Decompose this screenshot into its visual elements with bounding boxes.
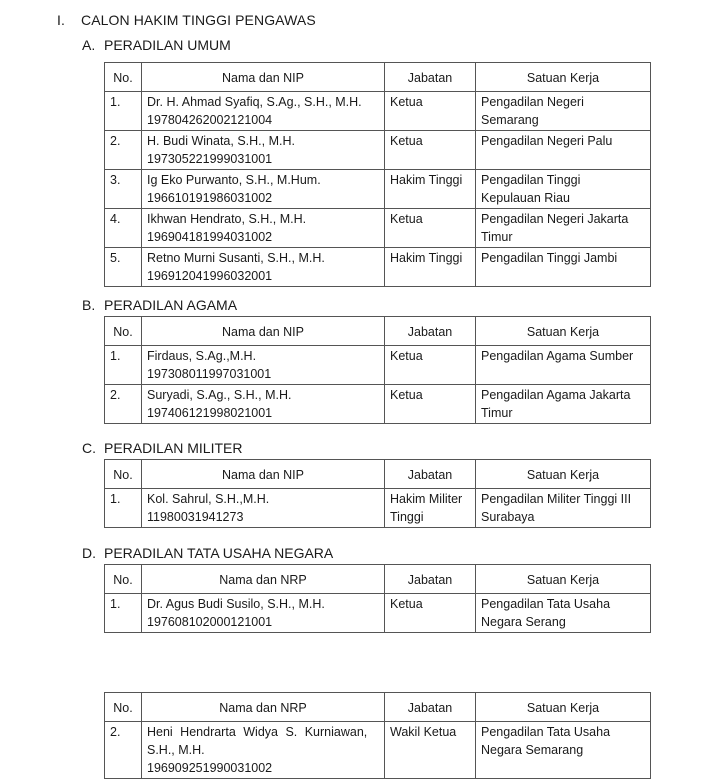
satuan-text: Pengadilan Agama Sumber: [481, 349, 634, 363]
satuan-text: Pengadilan Negeri Jakarta: [481, 212, 629, 226]
person-id: 197305221999031001: [147, 152, 273, 166]
jabatan-text: Ketua: [390, 388, 423, 402]
person-id: 197406121998021001: [147, 406, 273, 420]
person-id: 196904181994031002: [147, 230, 273, 244]
satuan-text: Semarang: [481, 113, 539, 127]
person-name: S.H., M.H.: [147, 743, 205, 757]
group-heading-militer: [82, 440, 242, 456]
header-no: No.: [105, 693, 142, 722]
satuan-text: Pengadilan Militer Tinggi III: [481, 492, 632, 506]
table-row: [105, 385, 651, 424]
group-letter: B.: [82, 297, 96, 313]
cell-satuan: [476, 170, 651, 209]
header-satuan: Satuan Kerja: [476, 317, 651, 346]
person-name: Dr. Agus Budi Susilo, S.H., M.H.: [147, 597, 325, 611]
header-no: No.: [105, 63, 142, 92]
table-row: [105, 489, 651, 528]
group-heading-agama: [82, 297, 237, 313]
jabatan-text: Ketua: [390, 597, 423, 611]
cell-no: 2.: [105, 131, 142, 170]
header-jabatan: Jabatan: [385, 460, 476, 489]
header-jabatan: Jabatan: [385, 565, 476, 594]
group-letter: C.: [82, 440, 96, 456]
table-row: [105, 346, 651, 385]
satuan-text: Negara Semarang: [481, 743, 584, 757]
cell-satuan: [476, 346, 651, 385]
person-name: Ig Eko Purwanto, S.H., M.Hum.: [147, 173, 321, 187]
table-peradilan-umum: [104, 62, 651, 287]
person-name: H. Budi Winata, S.H., M.H.: [147, 134, 295, 148]
table-row: [105, 92, 651, 131]
satuan-text: Pengadilan Negeri Palu: [481, 134, 613, 148]
table-row: [105, 209, 651, 248]
person-id: 196909251990031002: [147, 761, 273, 775]
jabatan-text: Wakil Ketua: [390, 725, 457, 739]
jabatan-text: Tinggi: [390, 510, 424, 524]
cell-name: [142, 209, 385, 248]
person-name: Kol. Sahrul, S.H.,M.H.: [147, 492, 270, 506]
jabatan-text: Hakim Tinggi: [390, 173, 463, 187]
satuan-text: Timur: [481, 230, 513, 244]
group-letter: D.: [82, 545, 96, 561]
group-letter: A.: [82, 37, 96, 53]
table-header-row: [105, 565, 651, 594]
cell-jabatan: [385, 209, 476, 248]
cell-name: [142, 92, 385, 131]
cell-jabatan: [385, 131, 476, 170]
cell-jabatan: [385, 248, 476, 287]
table-row: [105, 131, 651, 170]
cell-no: 4.: [105, 209, 142, 248]
cell-satuan: [476, 248, 651, 287]
person-name: Firdaus, S.Ag.,M.H.: [147, 349, 257, 363]
jabatan-text: Hakim Tinggi: [390, 251, 463, 265]
header-satuan: Satuan Kerja: [476, 565, 651, 594]
cell-jabatan: [385, 594, 476, 633]
header-no: No.: [105, 565, 142, 594]
header-name: Nama dan NIP: [142, 317, 385, 346]
cell-satuan: [476, 594, 651, 633]
table-peradilan-agama: [104, 316, 651, 424]
jabatan-text: Hakim Militer: [390, 492, 463, 506]
table-header-row: [105, 693, 651, 722]
person-id: 197608102000121001: [147, 615, 273, 629]
cell-name: [142, 346, 385, 385]
table-peradilan-militer: [104, 459, 651, 528]
person-name: Retno Murni Susanti, S.H., M.H.: [147, 251, 325, 265]
cell-jabatan: [385, 385, 476, 424]
cell-name: [142, 131, 385, 170]
cell-no: 1.: [105, 346, 142, 385]
satuan-text: Pengadilan Tata Usaha: [481, 725, 611, 739]
cell-jabatan: [385, 346, 476, 385]
cell-jabatan: [385, 92, 476, 131]
table-row: [105, 594, 651, 633]
cell-no: 3.: [105, 170, 142, 209]
header-no: No.: [105, 317, 142, 346]
cell-no: 2.: [105, 385, 142, 424]
table-header-row: [105, 317, 651, 346]
table-row: [105, 248, 651, 287]
header-name: Nama dan NIP: [142, 63, 385, 92]
section-number: I.: [57, 12, 65, 28]
header-satuan: Satuan Kerja: [476, 63, 651, 92]
table-row: [105, 722, 651, 779]
cell-name: [142, 385, 385, 424]
header-satuan: Satuan Kerja: [476, 693, 651, 722]
header-no: No.: [105, 460, 142, 489]
cell-name: [142, 170, 385, 209]
cell-no: 1.: [105, 489, 142, 528]
header-jabatan: Jabatan: [385, 317, 476, 346]
cell-satuan: [476, 92, 651, 131]
section-heading: [57, 12, 316, 28]
cell-name: [142, 594, 385, 633]
table-row: [105, 170, 651, 209]
cell-satuan: [476, 385, 651, 424]
cell-no: 1.: [105, 594, 142, 633]
header-jabatan: Jabatan: [385, 63, 476, 92]
section-title: CALON HAKIM TINGGI PENGAWAS: [81, 12, 316, 28]
cell-name: [142, 248, 385, 287]
group-title: PERADILAN AGAMA: [104, 297, 238, 313]
satuan-text: Negara Serang: [481, 615, 566, 629]
cell-satuan: [476, 489, 651, 528]
cell-no: 1.: [105, 92, 142, 131]
table-header-row: [105, 63, 651, 92]
person-id: 197308011997031001: [147, 367, 272, 381]
cell-satuan: [476, 209, 651, 248]
cell-name: [142, 489, 385, 528]
header-satuan: Satuan Kerja: [476, 460, 651, 489]
cell-no: 2.: [105, 722, 142, 779]
header-name: Nama dan NIP: [142, 460, 385, 489]
satuan-text: Pengadilan Tinggi: [481, 173, 581, 187]
satuan-text: Timur: [481, 406, 513, 420]
satuan-text: Pengadilan Agama Jakarta: [481, 388, 631, 402]
jabatan-text: Ketua: [390, 95, 423, 109]
jabatan-text: Ketua: [390, 134, 423, 148]
person-id: 196610191986031002: [147, 191, 273, 205]
group-heading-tun: [82, 545, 333, 561]
satuan-text: Surabaya: [481, 510, 535, 524]
person-id: 196912041996032001: [147, 269, 273, 283]
satuan-text: Pengadilan Negeri: [481, 95, 584, 109]
header-name: Nama dan NRP: [142, 693, 385, 722]
table-peradilan-tun: [104, 564, 651, 633]
table-header-row: [105, 460, 651, 489]
cell-satuan: [476, 131, 651, 170]
person-id: 11980031941273: [147, 510, 244, 524]
satuan-text: Kepulauan Riau: [481, 191, 570, 205]
person-name: Suryadi, S.Ag., S.H., M.H.: [147, 388, 292, 402]
cell-jabatan: [385, 722, 476, 779]
satuan-text: Pengadilan Tata Usaha: [481, 597, 611, 611]
cell-satuan: [476, 722, 651, 779]
group-heading-umum: [82, 37, 231, 53]
header-name: Nama dan NRP: [142, 565, 385, 594]
person-name: Heni Hendrarta Widya S. Kurniawan,: [147, 725, 368, 739]
group-title: PERADILAN UMUM: [104, 37, 231, 53]
table-tun-continuation: [104, 692, 651, 779]
group-title: PERADILAN MILITER: [104, 440, 243, 456]
person-id: 197804262002121004: [147, 113, 273, 127]
cell-name: [142, 722, 385, 779]
person-name: Dr. H. Ahmad Syafiq, S.Ag., S.H., M.H.: [147, 95, 362, 109]
jabatan-text: Ketua: [390, 212, 423, 226]
jabatan-text: Ketua: [390, 349, 423, 363]
header-jabatan: Jabatan: [385, 693, 476, 722]
person-name: Ikhwan Hendrato, S.H., M.H.: [147, 212, 307, 226]
cell-jabatan: [385, 170, 476, 209]
cell-no: 5.: [105, 248, 142, 287]
satuan-text: Pengadilan Tinggi Jambi: [481, 251, 618, 265]
group-title: PERADILAN TATA USAHA NEGARA: [104, 545, 334, 561]
cell-jabatan: [385, 489, 476, 528]
